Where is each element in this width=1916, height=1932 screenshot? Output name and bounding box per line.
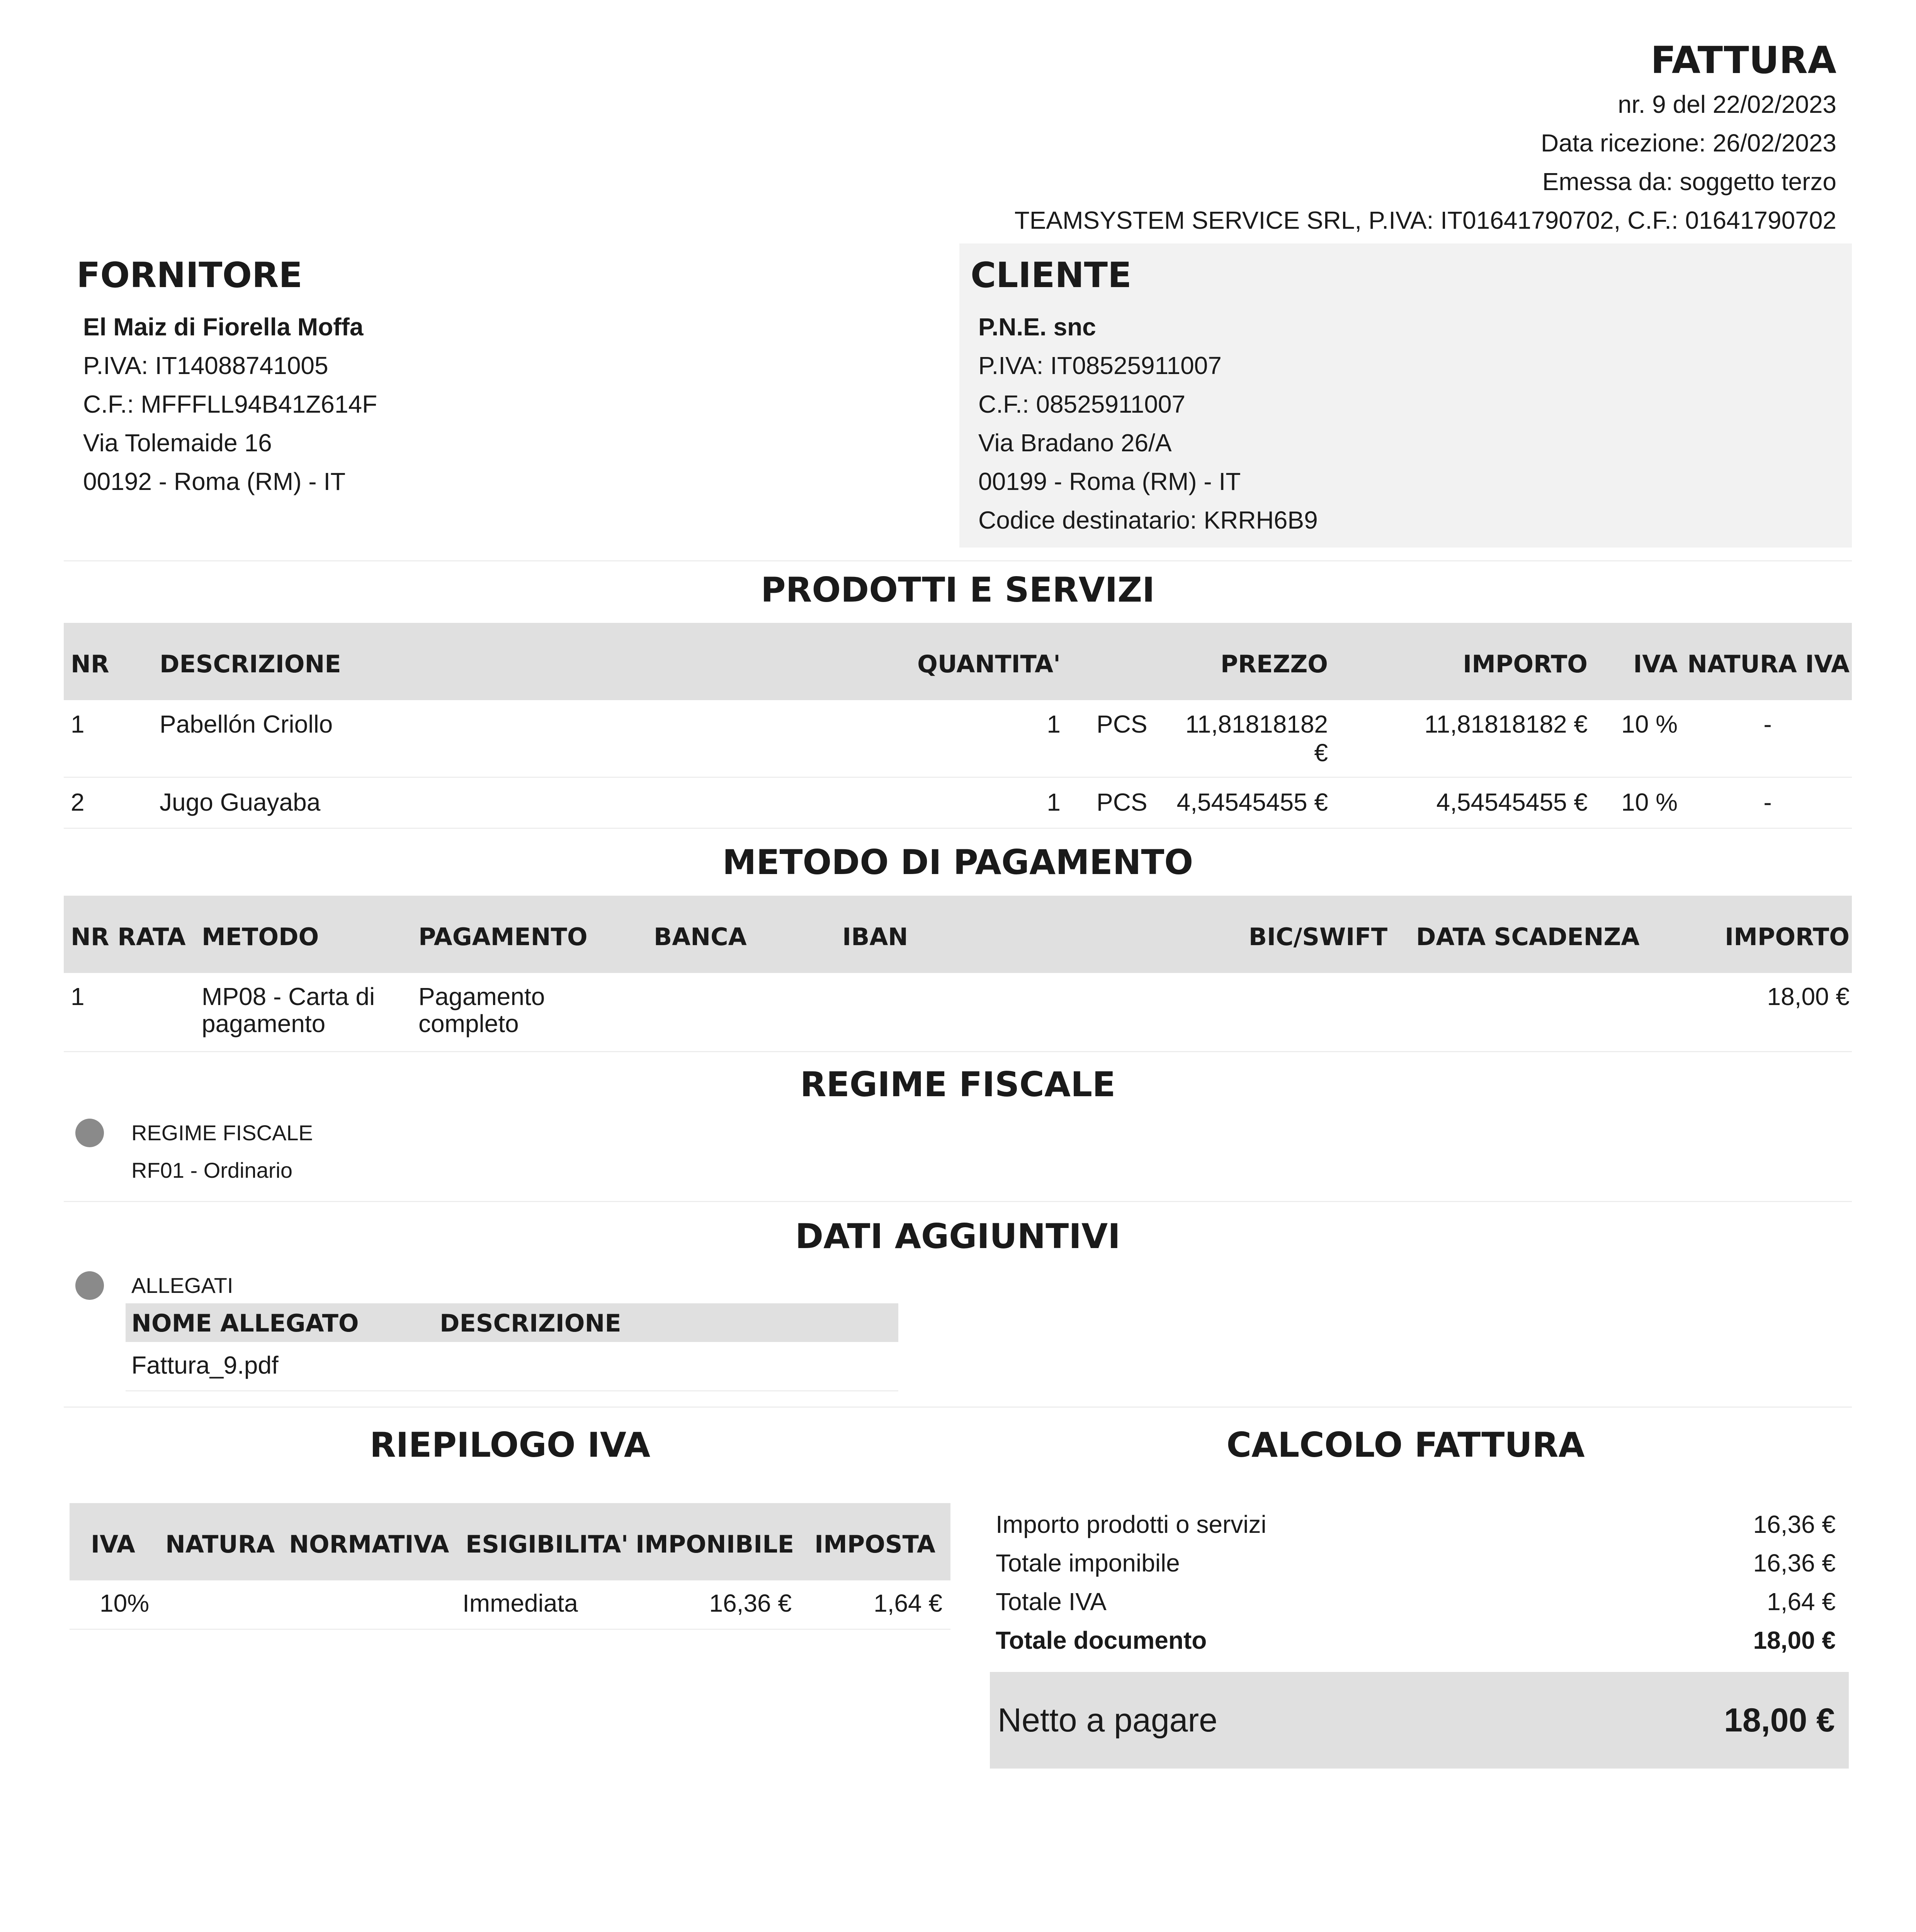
table-row-vat: 10 % <box>1621 710 1678 738</box>
attachments-label: ALLEGATI <box>131 1273 233 1298</box>
col-payment-amount: IMPORTO <box>1725 923 1850 951</box>
table-row-unit: PCS <box>1097 710 1148 738</box>
supplier-name: El Maiz di Fiorella Moffa <box>83 313 364 341</box>
row-divider <box>64 828 1852 829</box>
net-payable-value: 18,00 € <box>1724 1702 1835 1739</box>
client-city: 00199 - Roma (RM) - IT <box>978 468 1241 495</box>
col-price: PREZZO <box>1220 650 1328 678</box>
calc-doc-value: 18,00 € <box>1753 1626 1836 1654</box>
invoice-number: nr. 9 del 22/02/2023 <box>1618 90 1836 118</box>
client-address: Via Bradano 26/A <box>978 429 1172 457</box>
table-row-qty: 1 <box>1047 710 1061 738</box>
col-vat-tax: IMPOSTA <box>814 1530 936 1558</box>
table-row-nature: - <box>1763 788 1772 816</box>
net-payable-label: Netto a pagare <box>998 1702 1217 1739</box>
col-amount: IMPORTO <box>1463 650 1588 678</box>
divider <box>64 1406 1852 1408</box>
calc-taxable-label: Totale imponibile <box>996 1549 1180 1577</box>
divider <box>64 1201 1852 1202</box>
table-row-price: 11,81818182 <box>1185 710 1328 738</box>
calc-products-label: Importo prodotti o servizi <box>996 1510 1267 1538</box>
regime-value: RF01 - Ordinario <box>131 1158 293 1182</box>
bullet-icon <box>75 1119 104 1147</box>
col-quantity: QUANTITA' <box>917 650 1061 678</box>
col-attachment-name: NOME ALLEGATO <box>131 1309 359 1337</box>
reception-date: Data ricezione: 26/02/2023 <box>1541 129 1836 157</box>
supplier-heading: FORNITORE <box>77 255 303 296</box>
vat-row-tax: 1,64 € <box>874 1589 942 1617</box>
regime-heading: REGIME FISCALE <box>800 1065 1116 1104</box>
vat-row-esig: Immediata <box>462 1589 578 1617</box>
invoice-title: FATTURA <box>1651 39 1836 82</box>
calc-taxable-value: 16,36 € <box>1753 1549 1836 1577</box>
payment-row-payment: Pagamento <box>418 983 545 1010</box>
col-iban: IBAN <box>842 923 908 951</box>
issued-by: Emessa da: soggetto terzo <box>1542 168 1836 196</box>
payment-row-nr: 1 <box>71 983 85 1010</box>
calc-products-value: 16,36 € <box>1753 1510 1836 1538</box>
supplier-city: 00192 - Roma (RM) - IT <box>83 468 346 495</box>
client-code: Codice destinatario: KRRH6B9 <box>978 506 1318 534</box>
attachment-file[interactable]: Fattura_9.pdf <box>131 1351 279 1379</box>
table-row-vat: 10 % <box>1621 788 1678 816</box>
vat-row-rate: 10% <box>100 1589 150 1617</box>
table-row-price-currency: € <box>1314 739 1328 767</box>
table-row-description: Jugo Guayaba <box>160 788 321 816</box>
col-vat-esig: ESIGIBILITA' <box>466 1530 629 1558</box>
table-row-description: Pabellón Criollo <box>160 710 333 738</box>
table-row-nr: 2 <box>71 788 85 816</box>
col-installment: NR RATA <box>71 923 186 951</box>
col-vat-nature: NATURA <box>165 1530 275 1558</box>
vat-summary-heading: RIEPILOGO IVA <box>369 1425 651 1465</box>
vat-row-taxable: 16,36 € <box>709 1589 792 1617</box>
payment-row-payment-2: completo <box>418 1010 519 1037</box>
supplier-piva: P.IVA: IT14088741005 <box>83 352 328 379</box>
table-row-price: 4,54545455 € <box>1176 788 1328 816</box>
col-nr: NR <box>71 650 109 678</box>
col-due-date: DATA SCADENZA <box>1416 923 1640 951</box>
col-bic: BIC/SWIFT <box>1248 923 1387 951</box>
col-description: DESCRIZIONE <box>160 650 341 678</box>
table-row-qty: 1 <box>1047 788 1061 816</box>
client-piva: P.IVA: IT08525911007 <box>978 352 1222 379</box>
supplier-cf: C.F.: MFFFLL94B41Z614F <box>83 390 377 418</box>
products-heading: PRODOTTI E SERVIZI <box>761 570 1155 610</box>
client-cf: C.F.: 08525911007 <box>978 390 1186 418</box>
col-method: METODO <box>202 923 319 951</box>
row-divider <box>70 1629 950 1630</box>
table-row-unit: PCS <box>1097 788 1148 816</box>
row-divider <box>64 777 1852 778</box>
client-heading: CLIENTE <box>971 255 1132 296</box>
col-bank: BANCA <box>654 923 747 951</box>
table-row-nature: - <box>1763 710 1772 738</box>
supplier-address: Via Tolemaide 16 <box>83 429 272 457</box>
payment-row-method-2: pagamento <box>202 1010 326 1037</box>
divider <box>64 560 1852 561</box>
additional-heading: DATI AGGIUNTIVI <box>795 1216 1120 1256</box>
calc-heading: CALCOLO FATTURA <box>1226 1425 1585 1465</box>
row-divider <box>64 1051 1852 1052</box>
col-payment: PAGAMENTO <box>418 923 588 951</box>
calc-doc-label: Totale documento <box>996 1626 1207 1654</box>
row-divider <box>126 1390 898 1391</box>
table-row-amount: 4,54545455 € <box>1436 788 1588 816</box>
col-vat-norm: NORMATIVA <box>289 1530 449 1558</box>
calc-vat-label: Totale IVA <box>996 1588 1107 1616</box>
col-vat-nature: NATURA IVA <box>1687 650 1850 678</box>
col-vat-taxable: IMPONIBILE <box>636 1530 794 1558</box>
col-vat: IVA <box>1633 650 1678 678</box>
col-attachment-description: DESCRIZIONE <box>440 1309 621 1337</box>
issuer-info: TEAMSYSTEM SERVICE SRL, P.IVA: IT01641790702, C.F.: 01641790702 <box>1014 206 1836 234</box>
calc-vat-value: 1,64 € <box>1767 1588 1836 1616</box>
client-name: P.N.E. snc <box>978 313 1096 341</box>
bullet-icon <box>75 1271 104 1300</box>
table-row-nr: 1 <box>71 710 85 738</box>
regime-label: REGIME FISCALE <box>131 1121 313 1145</box>
table-row-amount: 11,81818182 € <box>1424 710 1588 738</box>
payment-heading: METODO DI PAGAMENTO <box>722 842 1193 882</box>
payment-row-amount: 18,00 € <box>1767 983 1850 1010</box>
payment-row-method: MP08 - Carta di <box>202 983 375 1010</box>
col-vat-rate: IVA <box>91 1530 135 1558</box>
